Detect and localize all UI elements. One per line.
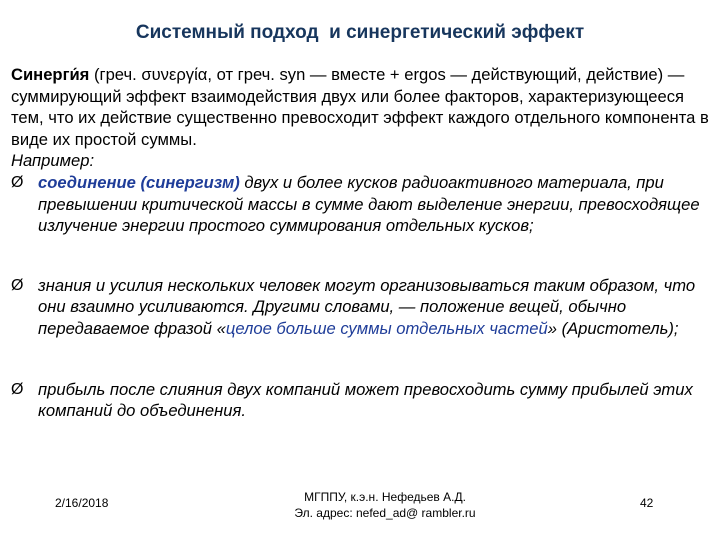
example-label: Например: [11, 151, 95, 171]
list-item [11, 275, 711, 340]
list-item [11, 172, 711, 237]
aristotle-quote-link[interactable]: целое больше суммы отдельных частей [225, 318, 548, 338]
list-item-text: прибыль после слияния двух компаний может превосходить сумму прибылей этих компаний до объединения. [38, 379, 693, 421]
footer-author-email: Эл. адрес: nefed_ad@ rambler.ru [294, 506, 476, 520]
footer-author-name: МГППУ, к.э.н. Нефедьев А.Д. [304, 490, 466, 504]
definition-term: Синерги́я [11, 65, 90, 84]
arrow-bullet-icon: Ø [11, 173, 24, 191]
definition-paragraph [11, 64, 711, 150]
list-item-text: двух и более кусков радиоактивного материала, при превышении критической массы в сумме дают выделение энергии, превосходящее излучение энергии простого суммирования отдельных кусков; [38, 172, 700, 236]
footer-author [270, 489, 500, 521]
arrow-bullet-icon: Ø [11, 380, 24, 398]
slide-content [11, 64, 711, 422]
footer-date: 2/16/2018 [55, 496, 109, 510]
arrow-bullet-icon: Ø [11, 276, 24, 294]
definition-text: (греч. συνεργία, от греч. syn — вместе + ergos — действующий, действие) — суммирующий эффект взаимодействия двух или более факторов, характеризующееся тем, что их действие существенно превосходит эффект каждого отдельного компонента в виде их простой суммы. [11, 65, 709, 149]
page-number: 42 [640, 496, 654, 510]
list-item [11, 379, 711, 422]
example-list [11, 172, 711, 422]
list-item-text: знания и усилия нескольких человек могут организовываться таким образом, что они взаимно усиливаются. Другими словами, — положение вещей, обычно передаваемое фразой « [38, 275, 696, 338]
synergism-link[interactable]: соединение (синергизм) [38, 172, 240, 192]
slide-title: Системный подход и синергетический эффект [135, 22, 585, 43]
list-item-text: » (Аристотель); [547, 318, 679, 338]
